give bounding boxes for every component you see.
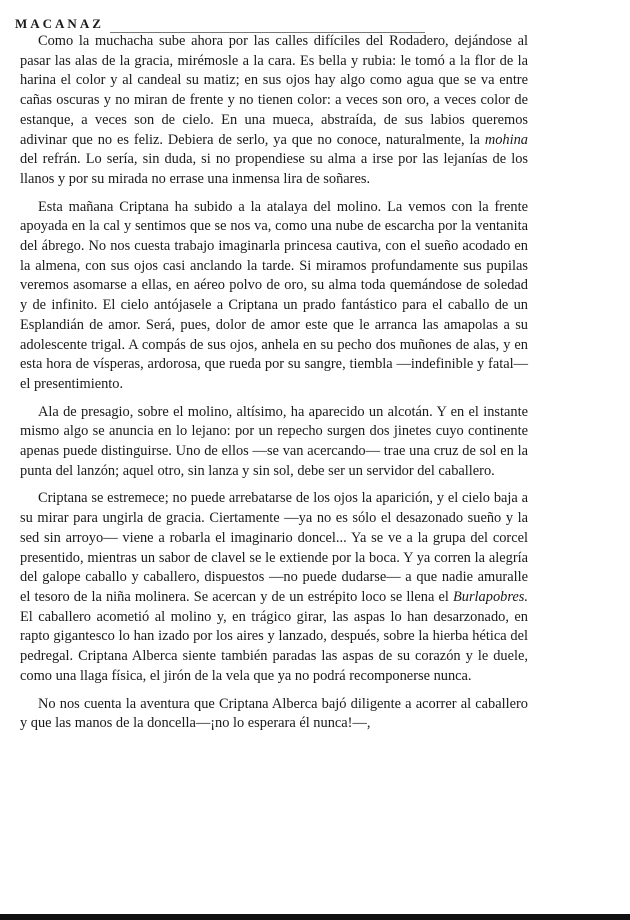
paragraph: No nos cuenta la aventura que Criptana Alberca bajó diligente a acorrer al caballero y que las manos de la doncella—¡no lo esperara él nunca!—, [20,695,528,732]
scan-edge-bar [0,914,630,920]
paragraph: Ala de presagio, sobre el molino, altísimo, ha aparecido un alcotán. Y en el instante mismo algo se anuncia en lo lejano: por un repecho surgen dos jinetes cuyo continente apenas puede distinguirse. Uno de ellos —se van acercando— trae una cruz de sol en la punta del lanzón; aquel otro, sin lanza y sin sol, debe ser un servidor del caballero. [20,403,528,479]
running-head: MACANAZ [15,16,104,31]
body-text [20,32,528,742]
paragraph: Criptana se estremece; no puede arrebatarse de los ojos la aparición, y el cielo baja a su mirar para ungirla de gracia. Ciertamente —ya no es sólo el desazonado sueño y la sed sin arroyo— viene a robarla el imaginario doncel... Ya se ve a la grupa del corcel presentido, mientras un sabor de clavel se le extiende por la boca. Y ya corren la alegría del galope caballo y caballero, dispuestos —no puede dudarse— a que nadie amuralle el tesoro de la niña molinera. Se acercan y de un estrépito loco se llena el Burlapobres. El caballero acometió al molino y, en trágico girar, las aspas lo han desarzonado, en rapto gigantesco lo han izado por los aires y lanzado, después, sobre la hierba hética del pedregal. Criptana Alberca siente también paradas las aspas de su corazón y le duele, como una llaga física, el jirón de la vela que ya no podrá recomponerse nunca. [20,490,528,684]
paragraph: Esta mañana Criptana ha subido a la atalaya del molino. La vemos con la frente apoyada en la cal y sentimos que se nos va, como una nube de escarcha por la ventanita del ábrego. No nos cuesta trabajo imaginarla princesa cautiva, con el sueño acodado en la almena, con sus ojos casi anclando la tarde. Si miramos profundamente sus pupilas veremos asomarse a ellas, en aéreo polvo de oro, su alma toda quemándose de soledad y de infinito. El cielo antójasele a Criptana un prado fantástico para el caballo de un Esplandián de amor. Será, pues, dolor de amor este que le arranca las amapolas a su adolescente trigal. A compás de sus ojos, anhela en su pecho dos muñones de alas, y en esta hora de vísperas, ardorosa, que rueda por su sangre, tiembla —indefinible y fatal— el presentimiento. [20,198,528,392]
paragraph: Como la muchacha sube ahora por las calles difíciles del Rodadero, dejándose al pasar las alas de la gracia, mirémosle a la cara. Es bella y rubia: le tomó a la flor de la harina el color y al candeal su matiz; en sus ojos hay algo como agua que se va entre cañas oscuras y no miran de frente y no tienen color: a veces son oro, a veces color de estanque, a veces son de cielo. En una mueca, abstraída, de sus labios queremos adivinar que no es feliz. Debiera de serlo, ya que no conoce, naturalmente, la mohina del refrán. Lo sería, sin duda, si no propendiese su alma a irse por las lejanías de los llanos y por su mirada no errase una inmensa lira de soñares. [20,33,528,187]
page-header [15,14,630,34]
